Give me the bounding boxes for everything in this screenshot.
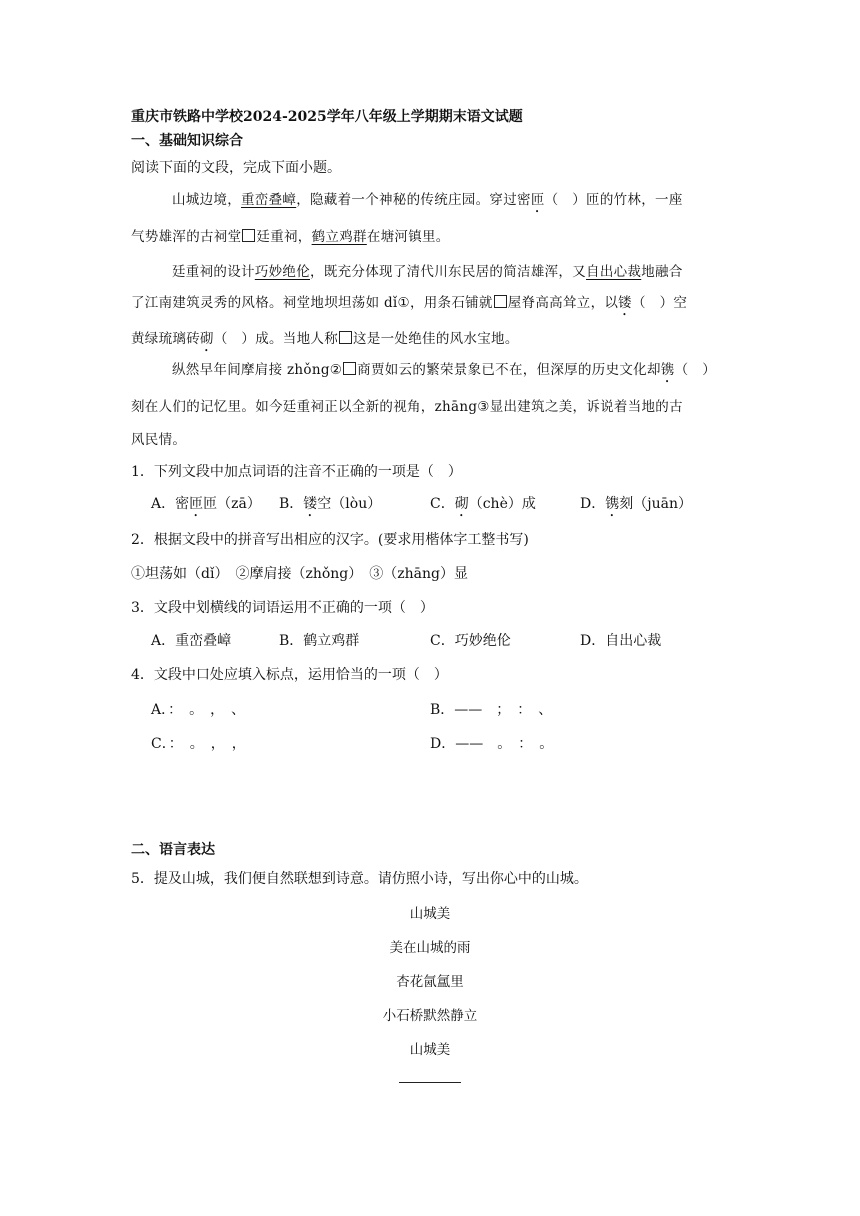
question-1-stem: 1．下列文段中加点词语的注音不正确的一项是（ ） [131,464,462,480]
section-heading-1: 一、基础知识综合 [131,133,243,149]
passage-p3-line2: 刻在人们的记忆里。如今廷重祠正以全新的视角，zhāng③显出建筑之美，诉说着当地的古 [131,399,683,415]
reading-instruction: 阅读下面的文段，完成下面小题。 [131,160,341,176]
question-2-stem: 2．根据文段中的拼音写出相应的汉字。(要求用楷体字工整书写) [131,532,529,548]
q4-option-c[interactable]: C．： 。 ， ， [151,736,246,752]
q4-option-a[interactable]: A．： 。 ， 、 [151,702,246,718]
q4-option-d[interactable]: D．—— 。 ： 。 [430,736,554,752]
answer-blank-line[interactable] [399,1082,461,1083]
punctuation-blank-box [242,229,255,242]
question-4-stem: 4．文段中口处应填入标点，运用恰当的一项（ ） [131,667,448,683]
page-title: 重庆市铁路中学校2024-2025学年八年级上学期期末语文试题 [131,109,523,125]
q3-option-c[interactable]: C．巧妙绝伦 [430,633,511,649]
question-3-stem: 3．文段中划横线的词语运用不正确的一项（ ） [131,600,434,616]
passage-p1-line1: 山城边境，重峦叠嶂，隐藏着一个神秘的传统庄园。穿过密匝（ ）匝的竹林，一座 [172,192,683,208]
poem-line: 杏花氤氲里 [396,974,464,990]
punctuation-blank-box [343,362,356,375]
poem-line: 山城美 [409,906,451,922]
q4-option-b[interactable]: B．—— ； ： 、 [430,702,553,718]
poem-line: 山城美 [409,1042,451,1058]
punctuation-blank-box [494,295,507,308]
q1-option-a[interactable]: A．密匝匝（zā） [151,496,261,512]
dotted-char: 镂 [618,295,632,311]
question-5-stem: 5．提及山城，我们便自然联想到诗意。请仿照小诗，写出你心中的山城。 [131,871,588,887]
passage-p2-line1: 廷重祠的设计巧妙绝伦，既充分体现了清代川东民居的简洁雄浑，又自出心裁地融合 [172,264,683,280]
q3-option-d[interactable]: D．自出心裁 [580,633,662,649]
dotted-char: 砌 [200,331,214,347]
q1-option-b[interactable]: B．镂空（lòu） [279,496,382,512]
passage-p2-line2: 了江南建筑灵秀的风格。祠堂地坝坦荡如 dǐ①，用条石铺就 屋脊高高耸立，以镂（ ）空 [131,295,688,311]
underlined-term-3: 巧妙绝伦 [254,264,311,280]
punctuation-blank-box [339,331,352,344]
q1-option-d[interactable]: D．镌刻（juān） [580,496,692,512]
question-2-items: ①坦荡如（dǐ） ②摩肩接（zhǒng） ③（zhāng）显 [131,566,468,582]
q3-option-a[interactable]: A．重峦叠嶂 [151,633,232,649]
underlined-term-4: 自出心裁 [586,264,642,280]
underlined-term-2: 鹤立鸡群 [311,229,367,245]
section-heading-2: 二、语言表达 [131,842,215,858]
passage-p2-line3: 黄绿琉璃砖砌（ ）成。当地人称 这是一处绝佳的风水宝地。 [131,331,519,347]
q1-option-c[interactable]: C．砌（chè）成 [430,496,536,512]
passage-p1-line2: 气势雄浑的古祠堂 廷重祠，鹤立鸡群在塘河镇里。 [131,229,450,245]
passage-p3-line3: 风民情。 [131,432,187,448]
q3-option-b[interactable]: B．鹤立鸡群 [279,633,360,649]
underlined-term-1: 重峦叠嶂 [241,192,297,208]
passage-p3-line1: 纵然早年间摩肩接 zhǒng② 商贾如云的繁荣景象已不在，但深厚的历史文化却镌（ ） [172,362,716,378]
poem-line: 美在山城的雨 [389,940,471,956]
dotted-char: 匝 [530,192,545,208]
dotted-char: 镌 [660,362,675,378]
poem-line: 小石桥默然静立 [382,1008,478,1024]
